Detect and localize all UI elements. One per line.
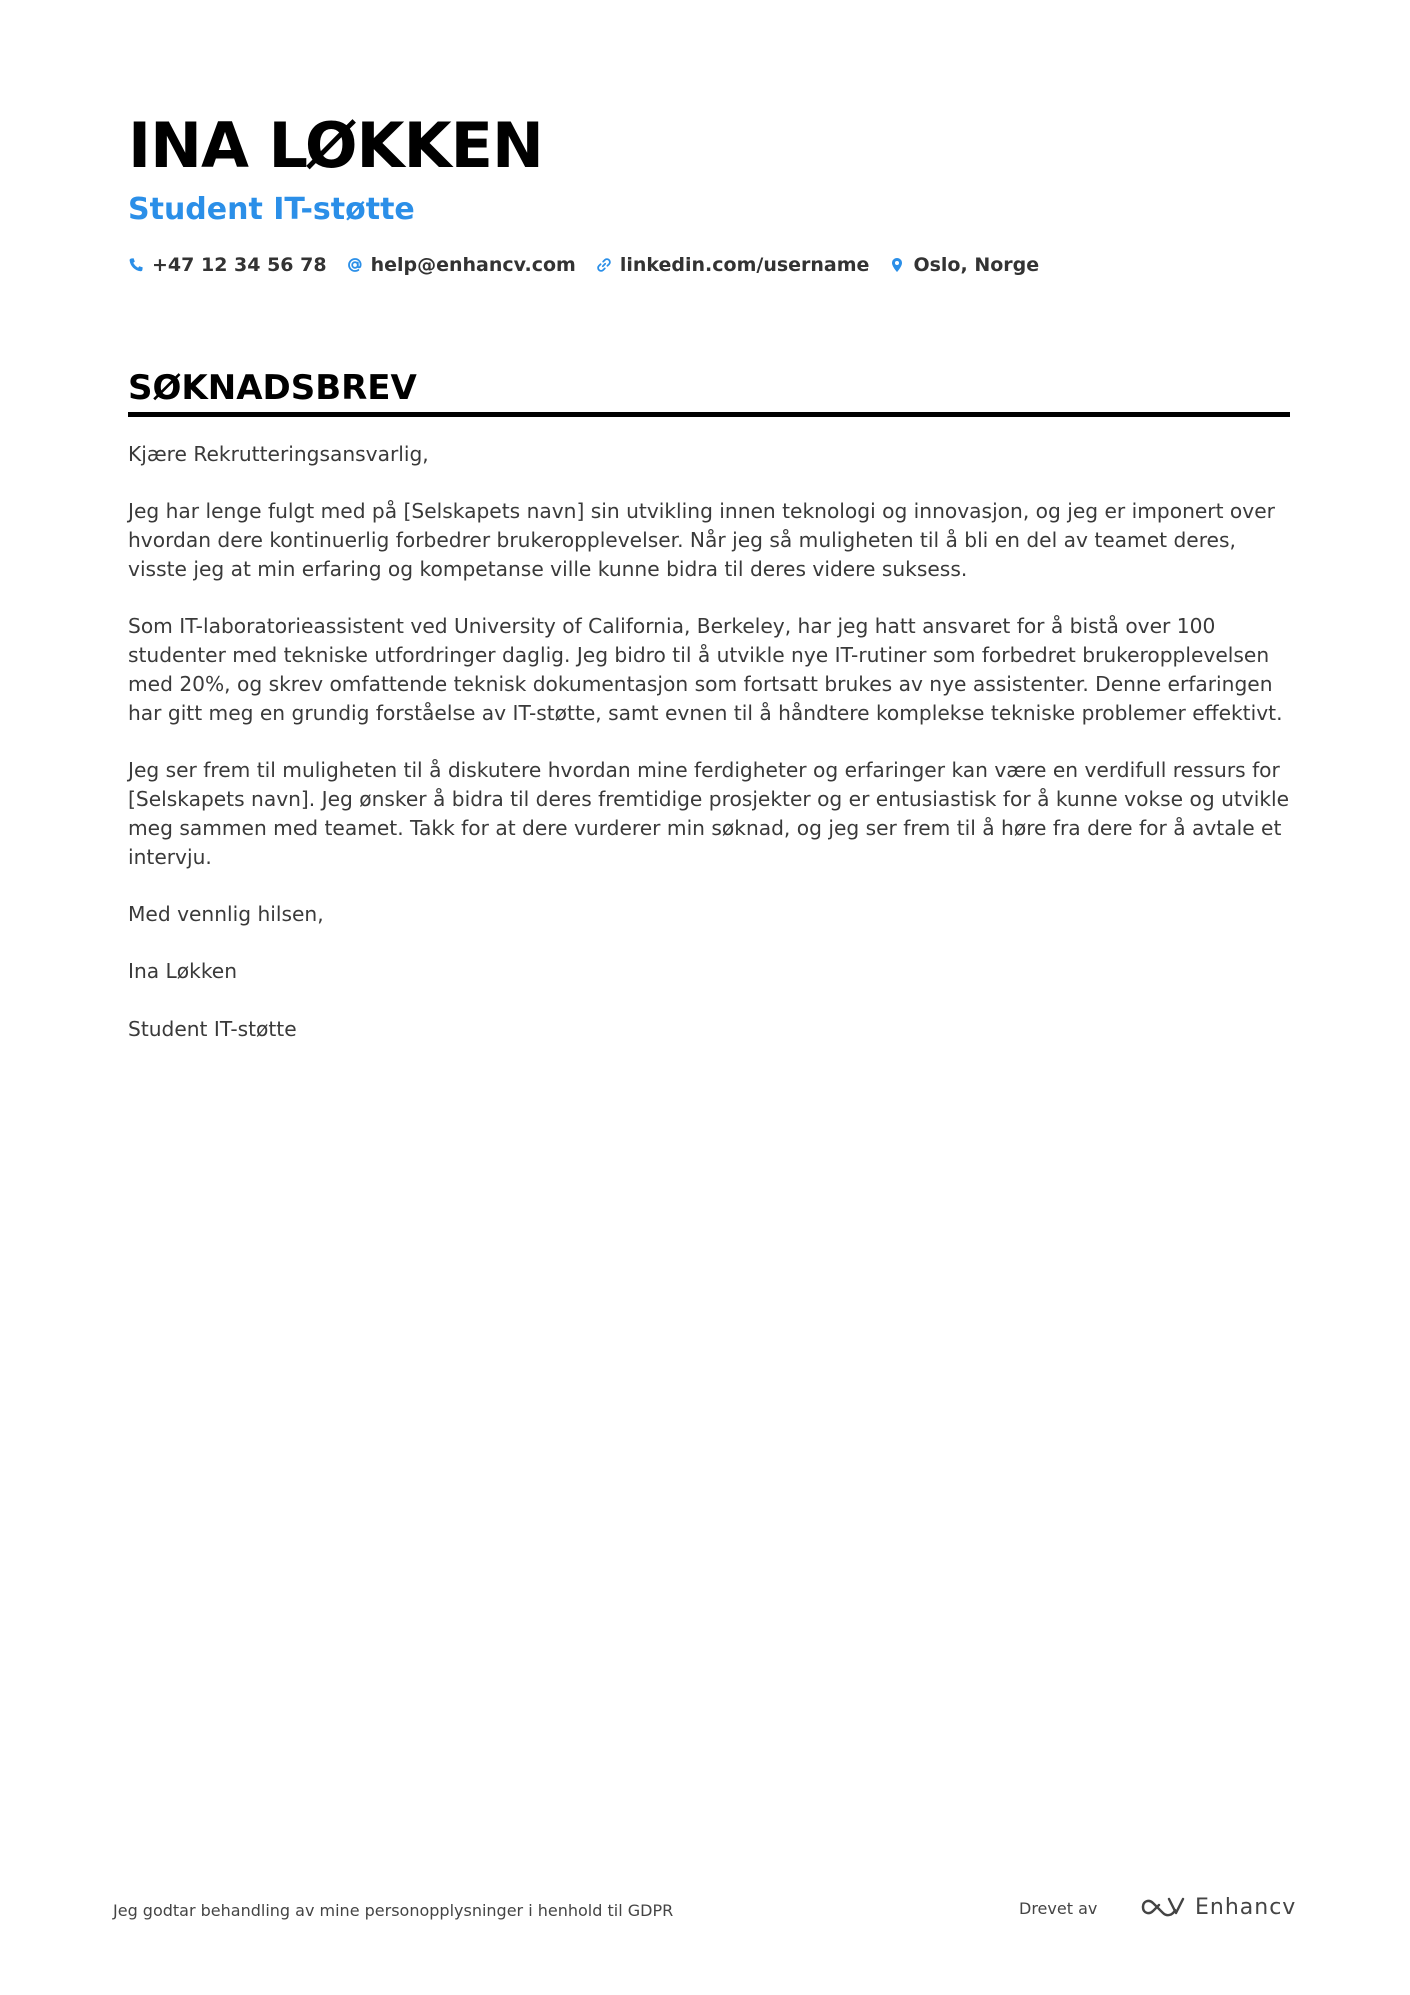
contact-email[interactable]	[347, 254, 576, 276]
section-divider	[128, 412, 1290, 417]
letter-paragraph: Jeg har lenge fulgt med på [Selskapets navn] sin utvikling innen teknologi og innovasjon, og jeg er imponert over hvordan dere kontinuerlig forbedrer brukeropplevelser. Når jeg så muligheten til å bli en del av teamet deres, visste jeg at min erfaring og kompetanse ville kunne bidra til deres videre suksess.	[128, 499, 1275, 581]
linkedin-text: linkedin.com/username	[619, 254, 870, 276]
contact-linkedin[interactable]	[596, 254, 870, 276]
phone-icon	[128, 257, 144, 273]
candidate-role: Student IT-støtte	[128, 192, 415, 227]
candidate-name: INA LØKKEN	[128, 109, 543, 182]
brand-name: Enhancv	[1195, 1894, 1297, 1920]
contact-location	[889, 254, 1039, 276]
gdpr-consent-text: Jeg godtar behandling av mine personopplysninger i henhold til GDPR	[113, 1901, 674, 1920]
signature-title: Student IT-støtte	[128, 1016, 297, 1041]
at-icon	[347, 257, 363, 273]
letter-greeting: Kjære Rekrutteringsansvarlig,	[128, 442, 429, 466]
footer	[113, 1893, 1297, 1933]
header	[128, 108, 1290, 276]
location-pin-icon	[889, 257, 905, 273]
powered-by-label: Drevet av	[1019, 1899, 1098, 1918]
letter-paragraph: Som IT-laboratorieassistent ved University of California, Berkeley, har jeg hatt ansvaret for å bistå over 100 studenter med tekniske utfordringer daglig. Jeg bidro til å utvikle nye IT-rutiner som forbedret brukeropplevelsen med 20%, og skrev omfattende teknisk dokumentasjon som fortsatt brukes av nye assistenter. Denne erfaringen har gitt meg en grundig forståelse av IT-støtte, samt evnen til å håndtere komplekse tekniske problemer effektivt.	[128, 614, 1283, 725]
contact-bar	[128, 254, 1290, 276]
location-text: Oslo, Norge	[913, 254, 1040, 276]
email-text: help@enhancv.com	[370, 254, 576, 276]
section-title: SØKNADSBREV	[128, 368, 417, 408]
link-icon	[596, 257, 612, 273]
enhancv-logo-icon	[1139, 1893, 1187, 1921]
phone-text: +47 12 34 56 78	[152, 254, 327, 276]
letter-paragraph: Jeg ser frem til muligheten til å diskutere hvordan mine ferdigheter og erfaringer kan være en verdifull ressurs for [Selskapets navn]. Jeg ønsker å bidra til deres fremtidige prosjekter og er entusiastisk for å kunne vokse og utvikle meg sammen med teamet. Takk for at dere vurderer min søknad, og jeg ser frem til å høre fra dere for å avtale et intervju.	[128, 758, 1290, 869]
letter-closing: Med vennlig hilsen,	[128, 901, 324, 926]
letter-body	[128, 440, 1293, 1072]
contact-phone	[128, 254, 327, 276]
signature-name: Ina Løkken	[128, 959, 238, 984]
enhancv-brand-link[interactable]	[1139, 1893, 1296, 1921]
section-header	[128, 366, 1290, 417]
